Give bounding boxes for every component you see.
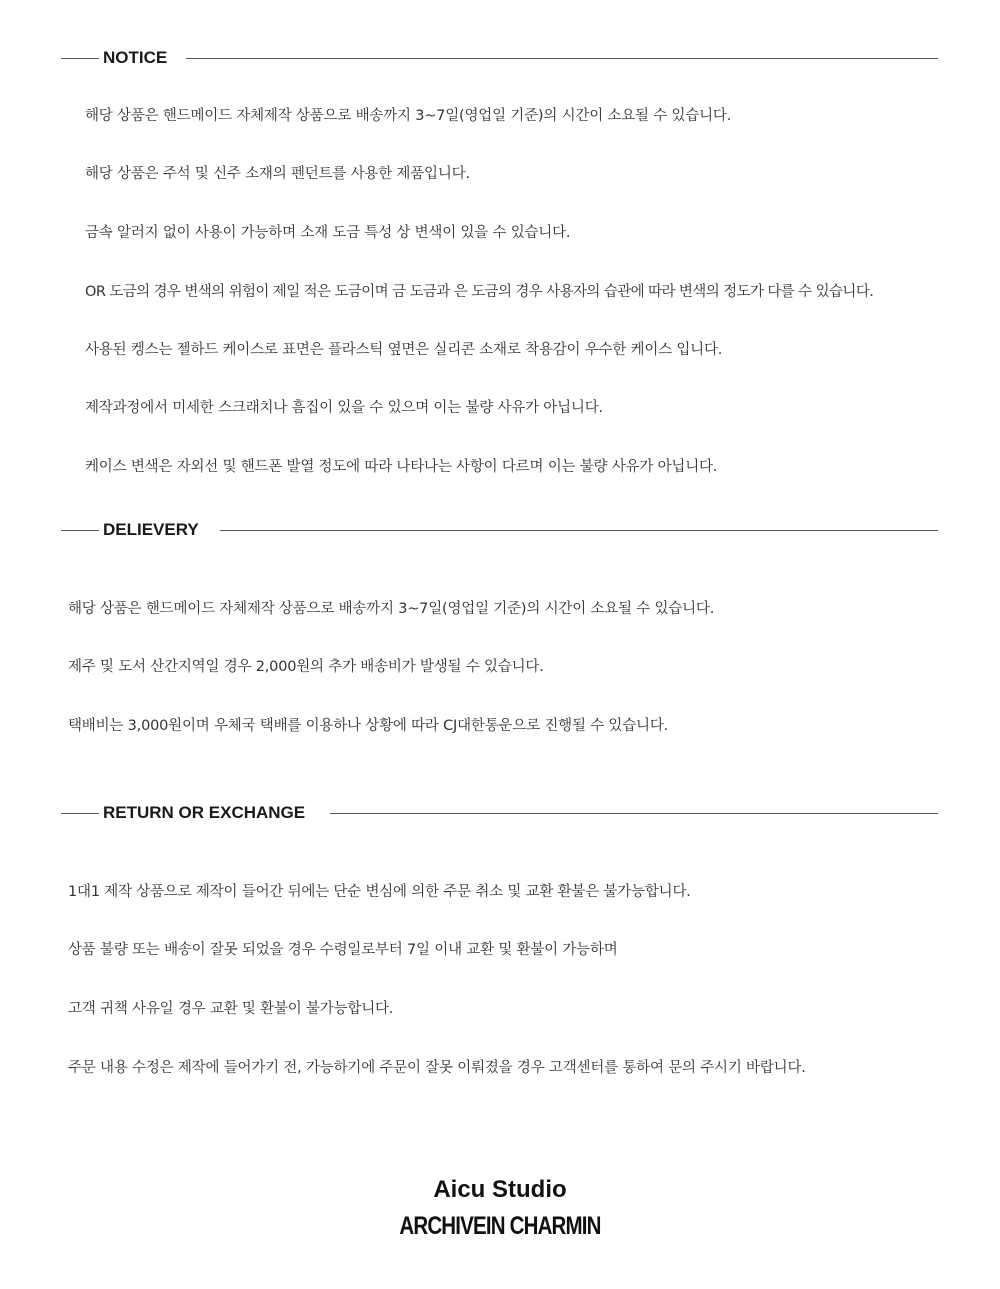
notice-section-header (61, 46, 938, 70)
notice-line: 해당 상품은 주석 및 신주 소재의 펜던트를 사용한 제품입니다. (85, 166, 470, 182)
delivery-line: 제주 및 도서 산간지역일 경우 2,000원의 추가 배송비가 발생될 수 있습니다. (68, 659, 544, 675)
divider-line (61, 813, 99, 814)
brand-subtitle: ARCHIVEIN CHARMIN (399, 1212, 601, 1240)
notice-line: 케이스 변색은 자외선 및 핸드폰 발열 정도에 따라 나타나는 사항이 다르며 이는 불량 사유가 아닙니다. (85, 459, 718, 475)
delivery-section-header (61, 518, 938, 542)
return-exchange-line: 1대1 제작 상품으로 제작이 들어간 뒤에는 단순 변심에 의한 주문 취소 및 교환 환불은 불가능합니다. (68, 884, 691, 900)
return-exchange-section-header (61, 801, 938, 825)
notice-line: 금속 알러지 없이 사용이 가능하며 소재 도금 특성 상 변색이 있을 수 있습니다. (85, 225, 571, 241)
notice-line: 해당 상품은 핸드메이드 자체제작 상품으로 배송까지 3~7일(영업일 기준)의 시간이 소요될 수 있습니다. (85, 108, 732, 124)
divider-line (186, 58, 938, 59)
return-exchange-title: RETURN OR EXCHANGE (103, 801, 315, 825)
delivery-title: DELIEVERY (103, 518, 209, 542)
return-exchange-line: 주문 내용 수정은 제작에 들어가기 전, 가능하기에 주문이 잘못 이뤄졌을 경우 고객센터를 통하여 문의 주시기 바랍니다. (68, 1060, 806, 1076)
divider-line (61, 530, 99, 531)
divider-line (220, 530, 938, 531)
delivery-line: 해당 상품은 핸드메이드 자체제작 상품으로 배송까지 3~7일(영업일 기준)의 시간이 소요될 수 있습니다. (68, 601, 715, 617)
return-exchange-line: 고객 귀책 사유일 경우 교환 및 환불이 불가능합니다. (68, 1001, 394, 1017)
notice-title: NOTICE (103, 46, 177, 70)
notice-line: 제작과정에서 미세한 스크래치나 흠집이 있을 수 있으며 이는 불량 사유가 아닙니다. (85, 400, 603, 416)
brand-name: Aicu Studio (433, 1176, 567, 1203)
divider-line (330, 813, 938, 814)
notice-line: 사용된 켕스는 젤하드 케이스로 표면은 플라스틱 옆면은 실리콘 소재로 착용감이 우수한 케이스 입니다. (85, 342, 723, 358)
notice-line: OR 도금의 경우 변색의 위험이 제일 적은 도금이며 금 도금과 은 도금의 경우 사용자의 습관에 따라 변색의 정도가 다를 수 있습니다. (85, 284, 874, 300)
divider-line (61, 58, 99, 59)
delivery-line: 택배비는 3,000원이며 우체국 택배를 이용하나 상황에 따라 CJ대한통운으로 진행될 수 있습니다. (68, 718, 669, 734)
return-exchange-line: 상품 불량 또는 배송이 잘못 되었을 경우 수령일로부터 7일 이내 교환 및 환불이 가능하며 (68, 942, 618, 958)
